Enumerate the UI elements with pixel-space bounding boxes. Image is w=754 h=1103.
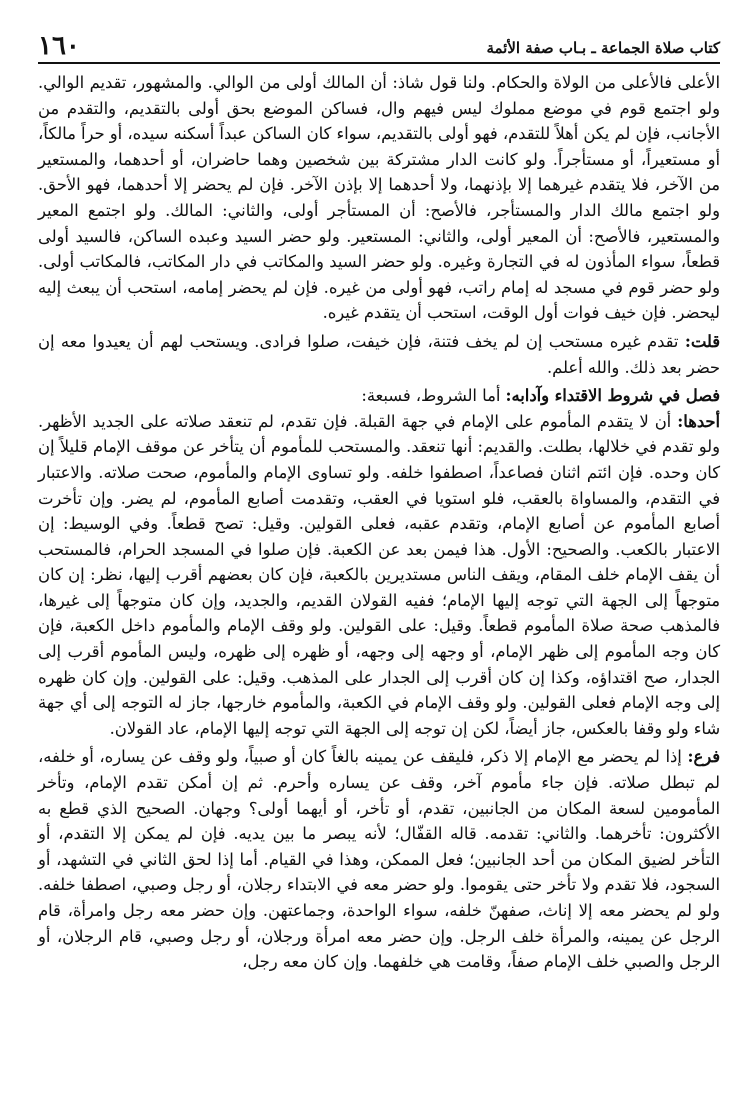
paragraph-lead: قلت:: [684, 331, 720, 351]
paragraph-far: [38, 744, 720, 974]
paragraph-lead: فرع:: [687, 747, 720, 767]
paragraph-text: أن لا يتقدم المأموم على الإمام في جهة القبلة. فإن تقدم، لم تنعقد صلاته على الجديد الأظهر. ولو تقدم في خلالها، بطلت. والقديم: أنها تنعقد. والمستحب للمأموم أن يتأخر عن موقف الإمام قليلاً إن كان وحده. فإن ائتم اثنان فصاعداً، اصطفوا خلفه. ولو تساوى الإمام والمأموم، صحت صلاته. والاعتبار في التقدم، والمساواة بالعقب، فلو استويا في العقب، وتقدمت أصابع المأموم، لم يضر. وإن تأخرت أصابع المأموم عن أصابع الإمام، وتقدم عقبه، فعلى القولين. وقيل: تصح قطعاً. وفي الوسيط: إن الاعتبار بالكعب. والصحيح: الأول. هذا فيمن بعد عن الكعبة. فإن صلوا في المسجد الحرام، فالمستحب أن يقف الإمام خلف المقام، ويقف الناس مستديرين بالكعبة، فإن كان بعضهم أقرب إليها، نظر: إن كان متوجهاً إلى الجهة التي توجه إليها الإمام؛ ففيه القولان القديم، والجديد، وإن كان متوجهاً إلى غيرها، فالمذهب صحة صلاة المأموم قطعاً. وقيل: على القولين. ولو وقف الإمام والمأموم داخل الكعبة، فإن كان وجه المأموم إلى ظهر الإمام، أو وجهه إلى وجهه، أو ظهره إلى ظهره، وليس المأموم أقرب إلى الجدار، صح اقتداؤه، وكذا إن كان أقرب إلى الجدار على المذهب. وقيل: على القولين. وإن كان ظهره إلى وجه الإمام فعلى القولين. ولو وقف الإمام في الكعبة، والمأموم خارجها، جاز له التوجه إلى أي جهة شاء ولو وقفا بالعكس، جاز أيضاً، لكن إن توجه إلى الجهة التي توجه إليها الإمام، عاد القولان.: [38, 411, 720, 738]
paragraph-first-condition: [38, 409, 720, 742]
section-heading-conditions: [38, 383, 720, 409]
paragraph-text: إذا لم يحضر مع الإمام إلا ذكر، فليقف عن يمينه بالغاً كان أو صبياً، ولو وقف عن يساره، أو خلفه، لم تبطل صلاته. فإن جاء مأموم آخر، وقف عن يساره وأحرم. ثم إن أمكن تقدم الإمام، وتأخر المأمومين لسعة المكان من الجانبين، تقدم، أو تأخر، أو أيهما أولى؟ وجهان. الصحيح الذي قطع به الأكثرون: تأخرهما. والثاني: تقدمه. قاله القفّال؛ لأنه يبصر ما بين يديه. فإن لم يمكن إلا التقدم، أو التأخر لضيق المكان من أحد الجانبين؛ فعل الممكن، وهذا في القيام. أما إذا لحق الثاني في التشهد، أو السجود، فلا تقدم ولا تأخر حتى يقوموا. ولو حضر معه في الابتداء رجلان، أو رجل وصبي، اصطفا خلفه. ولو لم يحضر معه إلا إناث، صفهنّ خلفه، سواء الواحدة، وجماعتهن. وإن حضر معه رجل وامرأة، قام الرجل عن يمينه، والمرأة خلف الرجل. وإن حضر معه امرأة ورجلان، أو رجل وصبي، قام الرجلان، أو الرجل والصبي خلف الإمام صفاً، وقامت هي خلفهما. وإن كان معه رجل،: [38, 747, 720, 972]
section-subtext: أما الشروط، فسبعة:: [361, 386, 501, 406]
paragraph-text: تقدم غيره مستحب إن لم يخف فتنة، فإن خيفت، صلوا فرادى. ويستحب لهم أن يعيدوا معه إن حضر بعد ذلك. والله أعلم.: [38, 331, 720, 377]
paragraph-imam-precedence: [38, 70, 720, 326]
running-title: كتاب صلاة الجماعة ـ بـاب صفة الأئمة: [486, 39, 720, 57]
page-number: ١٦٠: [38, 31, 80, 61]
body-text: [38, 70, 720, 975]
paragraph-lead: أحدها:: [677, 411, 720, 431]
page-header: [38, 28, 720, 64]
paragraph-text: الأعلى فالأعلى من الولاة والحكام. ولنا قول شاذ: أن المالك أولى من الوالي. والمشهور، تقديم الوالي. ولو اجتمع قوم في موضع مملوك ليس فيهم وال، فساكن الموضع بحق أولى بالتقديم، والتقدم من الأجانب، فإن لم يكن أهلاً للتقدم، فهو أولى بالتقديم، سواء كان الساكن عبداً أسكنه سيده، أو حراً مالكاً، أو مستعيراً، أو مستأجراً. ولو كانت الدار مشتركة بين شخصين وهما حاضران، أو أحدهما، والمستعير من الآخر، فلا يتقدم غيرهما إلا بإذنهما، ولا أحدهما إلا بإذن الآخر. فإن لم يحضر إلا أحدهما، فهو الأحق. ولو اجتمع مالك الدار والمستأجر، فالأصح: أن المستأجر أولى، والثاني: المالك. ولو اجتمع المعير والمستعير، فالأصح: أن المعير أولى، والثاني: المستعير. ولو حضر السيد وعبده الساكن، فالسيد أولى قطعاً، سواء المأذون له في التجارة وغيره. ولو حضر السيد والمكاتب في دار المكاتب، فالمكاتب أولى. ولو حضر قوم في مسجد له إمام راتب، فهو أولى من غيره. فإن لم يحضر إمامه، استحب أن يبعث إليه ليحضر. فإن خيف فوات أول الوقت، استحب أن يتقدم غيره.: [38, 73, 720, 323]
section-heading: فصل في شروط الاقتداء وآدابه:: [505, 386, 720, 406]
paragraph-qultu: [38, 329, 720, 380]
